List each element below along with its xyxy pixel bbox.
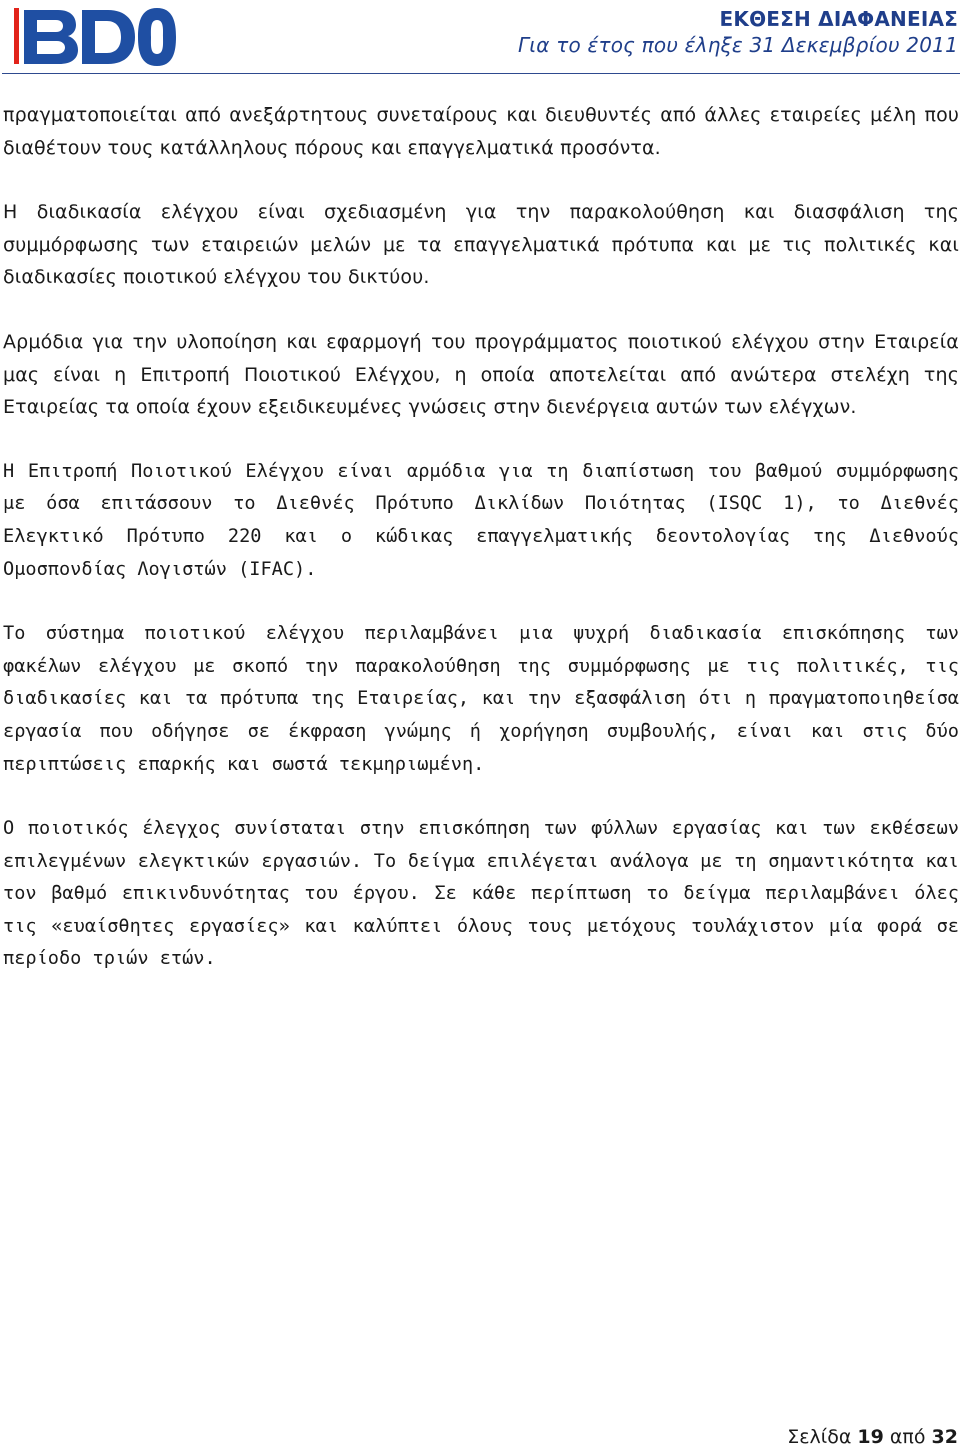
- page-number: 19: [857, 1426, 884, 1448]
- paragraph-1: πραγματοποιείται από ανεξάρτητους συνεταίρους και διευθυντές από άλλες εταιρείες μέλη που διαθέτουν τους κατάλληλους πόρους και επαγγελματικά προσόντα.: [3, 104, 959, 159]
- paragraph-2: Η διαδικασία ελέγχου είναι σχεδιασμένη για την παρακολούθηση και διασφάλιση της συμμόρφωσης των εταιρειών μελών με τα επαγγελματικά πρότυπα και με τις πολιτικές και διαδικασίες ποιοτικού ελέγχου του δικτύου.: [3, 201, 959, 289]
- page-footer: [787, 1426, 958, 1448]
- report-period: Για το έτος που έληξε 31 Δεκεμβρίου 2011: [517, 33, 958, 57]
- report-title: ΕΚΘΕΣΗ ΔΙΑΦΑΝΕΙΑΣ: [719, 7, 958, 31]
- bdo-logo: [14, 2, 176, 68]
- document-body: [3, 99, 959, 1008]
- paragraph-5: Το σύστημα ποιοτικού ελέγχου περιλαμβάνει μια ψυχρή διαδικασία επισκόπησης των φακέλων ελέγχου με σκοπό την παρακολούθηση της συμμόρφωσης με τις πολιτικές, τις διαδικασίες και τα πρότυπα της Εταιρείας, και την εξασφάλιση ότι η πραγματοποιηθείσα εργασία που οδήγησε σε έκφραση γνώμης ή χορήγηση συμβουλής, είναι και στις δύο περιπτώσεις επαρκής και σωστά τεκμηριωμένη.: [3, 623, 959, 775]
- report-header: [518, 6, 958, 58]
- header-divider: [2, 73, 960, 74]
- paragraph-4: Η Επιτροπή Ποιοτικού Ελέγχου είναι αρμόδια για τη διαπίστωση του βαθμού συμμόρφωσης με όσα επιτάσσουν το Διεθνές Πρότυπο Δικλίδων Ποιότητας (ISQC 1), το Διεθνές Ελεγκτικό Πρότυπο 220 και ο κώδικας επαγγελματικής δεοντολογίας της Διεθνούς Ομοσπονδίας Λογιστών (IFAC).: [3, 460, 959, 580]
- of-label: από: [889, 1426, 926, 1448]
- paragraph-6: Ο ποιοτικός έλεγχος συνίσταται στην επισκόπηση των φύλλων εργασίας και των εκθέσεων επιλεγμένων ελεγκτικών εργασιών. Το δείγμα επιλέγεται ανάλογα με τη σημαντικότητα και τον βαθμό επικινδυνότητας του έργου. Σε κάθε περίπτωση το δείγμα περιλαμβάνει όλες τις «ευαίσθητες εργασίες» και καλύπτει όλους τους μετόχους τουλάχιστον μία φορά σε περίοδο τριών ετών.: [3, 818, 959, 970]
- paragraph-3: Αρμόδια για την υλοποίηση και εφαρμογή του προγράμματος ποιοτικού ελέγχου στην Εταιρεία μας είναι η Επιτροπή Ποιοτικού Ελέγχου, η οποία αποτελείται από ανώτερα στελέχη της Εταιρείας τα οποία έχουν εξειδικευμένες γνώσεις στην διενέργεια αυτών των ελέγχων.: [3, 330, 959, 419]
- bdo-logo-graphic: [14, 2, 176, 68]
- total-pages: 32: [931, 1426, 958, 1448]
- page-label: Σελίδα: [787, 1426, 852, 1448]
